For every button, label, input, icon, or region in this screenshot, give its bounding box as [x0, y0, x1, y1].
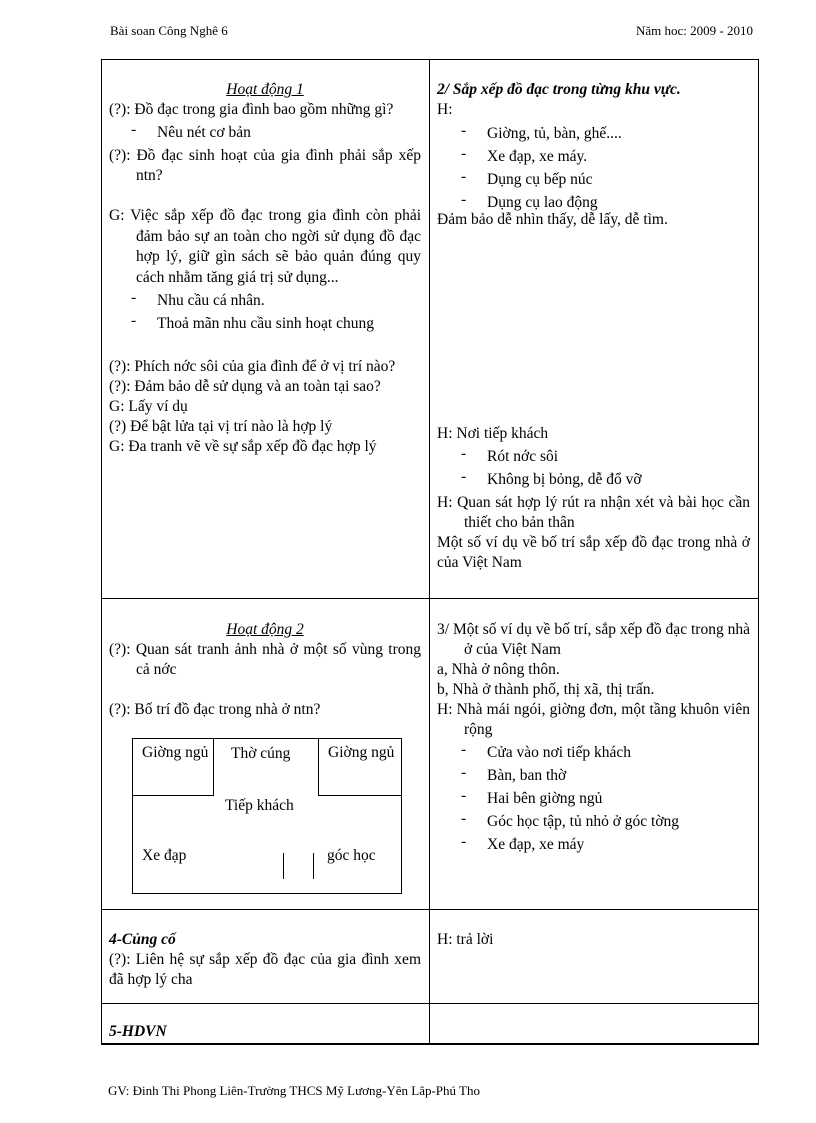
question: (?) Để bật lửa tại vị trí nào là hợp lý [109, 418, 333, 435]
bike-area-label: Xe đạp [142, 847, 187, 864]
guest-area-label: Tiếp khách [225, 797, 294, 814]
list-item: - Dụng cụ lao động [461, 191, 598, 211]
row-divider [102, 1003, 758, 1004]
note: Đảm bảo dễ nhìn thấy, dễ lấy, dễ tìm. [437, 211, 668, 228]
teacher-note: G: Việc sắp xếp đồ đạc trong gia đình còn phải đảm bảo sự an toàn cho ngời sử dụng đồ đạc hợp lý, giữ gìn sách sẽ bảo quản đúng quy cách nhằm tăng giá trị sử dụng... [109, 207, 421, 286]
answer: H: Nhà mái ngói, giờng đơn, một tầng khuôn viên rộng [437, 701, 750, 738]
list-item: - Nêu nét cơ bản [131, 121, 251, 141]
header-left: Bài soan Công Nghê 6 [110, 23, 228, 38]
list-item: - Nhu cầu cá nhân. [131, 289, 265, 309]
altar-label: Thờ cúng [231, 745, 291, 762]
answer: H: trả lời [437, 931, 494, 948]
teacher-note: G: Lấy ví dụ [109, 398, 188, 415]
answer-label: H: [437, 101, 453, 118]
section-2-title: 2/ Sắp xếp đồ đạc trong từng khu vực. [437, 81, 681, 98]
list-item: - Giờng, tủ, bàn, ghế.... [461, 122, 622, 142]
column-divider [429, 60, 430, 1043]
section-2-right [437, 80, 750, 230]
list-item: - Bàn, ban thờ [461, 764, 567, 784]
list-item: - Xe đạp, xe máy. [461, 145, 588, 165]
activity-2-left [109, 620, 421, 720]
note: Một số ví dụ về bố trí sắp xếp đồ đạc trong nhà ở của Việt Nam [437, 534, 750, 571]
consolidation-title: 4-Củng cố [109, 931, 176, 948]
list-item: - Thoả mãn nhu cầu sinh hoạt chung [131, 312, 374, 332]
homework-left [109, 1022, 421, 1042]
list-item: - Dụng cụ bếp núc [461, 168, 593, 188]
house-floor-plan [132, 738, 402, 894]
question: (?): Quan sát tranh ảnh nhà ở một số vùng trong cả nớc [109, 641, 421, 678]
footer: GV: Đinh Thi Phong Liên-Trường THCS Mỹ Lương-Yên Lâp-Phú Tho [108, 1083, 480, 1098]
teacher-note: G: Đa tranh vẽ về sự sắp xếp đồ đạc hợp lý [109, 438, 377, 455]
list-item: - Hai bên giờng ngủ [461, 787, 603, 807]
list-item: - Xe đạp, xe máy [461, 833, 585, 853]
consolidation-left [109, 930, 421, 990]
list-item: - Cửa vào nơi tiếp khách [461, 741, 632, 761]
question: (?): Đồ đạc trong gia đình bao gồm những gì? [109, 101, 394, 118]
row-divider [102, 598, 758, 599]
section-3-right [437, 620, 750, 858]
question: (?): Đảm bảo dễ sử dụng và an toàn tại sao? [109, 378, 381, 395]
question: (?): Liên hệ sự sắp xếp đồ đạc của gia đình xem đã hợp lý cha [109, 951, 421, 988]
answer: H: Nơi tiếp khách [437, 425, 549, 442]
study-corner-label: góc học [327, 847, 376, 864]
activity-1-left [109, 80, 421, 457]
activity-1-title: Hoạt động 1 [226, 81, 304, 98]
bedroom-left: Giờng ngủ [132, 738, 214, 796]
answer: H: Quan sát hợp lý rút ra nhận xét và bài học cần thiết cho bản thân [437, 494, 750, 531]
door-mark [283, 853, 284, 879]
lesson-table [101, 59, 759, 1045]
list-item: - Không bị bỏng, dễ đổ vỡ [461, 468, 642, 488]
row-divider [102, 909, 758, 910]
bedroom-right: Giờng ngủ [318, 738, 402, 796]
example-b: b, Nhà ở thành phố, thị xã, thị trấn. [437, 681, 655, 698]
homework-title: 5-HDVN [109, 1023, 167, 1040]
question: (?): Đồ đạc sinh hoạt của gia đình phải sắp xếp ntn? [109, 147, 421, 184]
question: (?): Bố trí đồ đạc trong nhà ở ntn? [109, 701, 321, 718]
header-right: Năm hoc: 2009 - 2010 [636, 23, 753, 38]
list-item: - Góc học tập, tủ nhỏ ở góc tờng [461, 810, 680, 830]
activity-2-title: Hoạt động 2 [226, 621, 304, 638]
list-item: - Rót nớc sôi [461, 445, 559, 465]
section-3-title: 3/ Một số ví dụ về bố trí, sắp xếp đồ đạc trong nhà ở của Việt Nam [437, 621, 750, 658]
door-mark [313, 853, 314, 879]
consolidation-right [437, 930, 750, 950]
question: (?): Phích nớc sôi của gia đình để ở vị trí nào? [109, 358, 396, 375]
section-2-right-lower [437, 424, 750, 573]
example-a: a, Nhà ở nông thôn. [437, 661, 560, 678]
